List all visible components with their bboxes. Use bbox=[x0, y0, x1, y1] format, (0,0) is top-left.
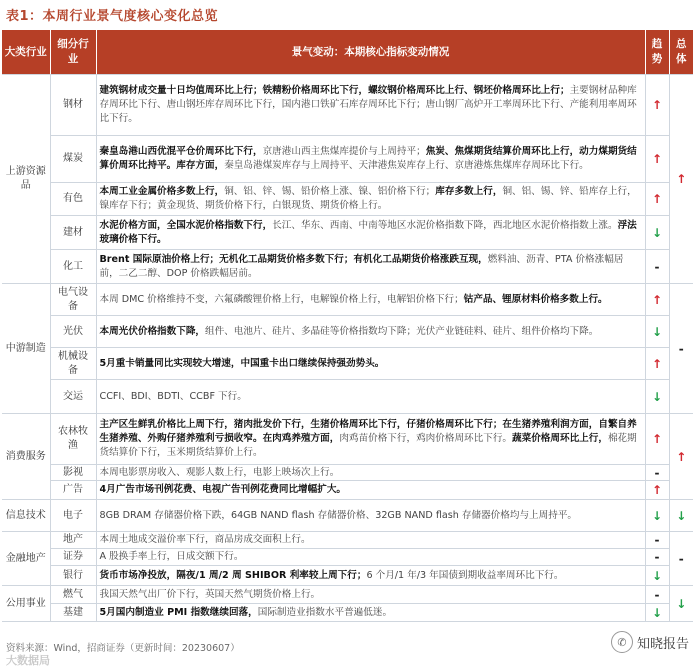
header-change: 景气变动：本期核心指标变动情况 bbox=[96, 30, 645, 75]
industry-transport: 交运 bbox=[50, 380, 96, 414]
overall-midstream: - bbox=[669, 284, 693, 414]
industry-pv: 光伏 bbox=[50, 316, 96, 348]
publisher-name: 知晓报告 bbox=[636, 636, 689, 652]
industry-electrical: 电气设备 bbox=[50, 284, 96, 316]
table-row bbox=[2, 250, 693, 284]
change-building: 水泥价格方面，全国水泥价格指数下行，长江、华东、西南、中南等地区水泥价格指数下降，西北地区水泥价格指数上涨。浮法玻璃价格下行。 bbox=[96, 216, 645, 250]
trend-chemical: - bbox=[645, 250, 669, 284]
change-infra: 5月国内制造业 PMI 指数继续回落，国际制造业指数水平普遍低迷。 bbox=[96, 604, 645, 622]
table-row bbox=[2, 586, 693, 604]
table-header bbox=[2, 30, 693, 75]
trend-banking: ↓ bbox=[645, 566, 669, 586]
change-securities: A 股换手率上行，日成交额下行。 bbox=[96, 549, 645, 566]
trend-building: ↓ bbox=[645, 216, 669, 250]
change-nonferrous: 本周工业金属价格多数上行，铜、铝、锌、锡、铅价格上涨、镍、铝价格下行；库存多数上行，铜、铝、锡、锌、铅库存上行，镍库存下行；黄金现货、期货价格下行，白银现货、期货价格上行。 bbox=[96, 183, 645, 216]
overall-finance: - bbox=[669, 532, 693, 586]
change-agri: 主产区生鲜乳价格比上周下行，猪肉批发价下行，生猪价格周环比下行，仔猪价格周环比下行；在生猪养殖利润方面，自繁自养生猪养殖、外购仔猪养殖利亏损收窄。在肉鸡养殖方面，肉鸡苗价格下行，鸡肉价格周环比下行。蔬菜价格周环比上行，棉花期货结算价下行，玉米期货结算价上行。 bbox=[96, 414, 645, 465]
change-ads: 4月广告市场刊例花费、电视广告刊例花费同比增幅扩大。 bbox=[96, 481, 645, 500]
industry-steel: 钢材 bbox=[50, 75, 96, 136]
change-transport: CCFI、BDI、BDTI、CCBF 下行。 bbox=[96, 380, 645, 414]
header-category: 大类行业 bbox=[2, 30, 50, 75]
industry-chemical: 化工 bbox=[50, 250, 96, 284]
overall-utility: ↓ bbox=[669, 586, 693, 622]
trend-transport: ↓ bbox=[645, 380, 669, 414]
change-coal: 秦皇岛港山西优混平仓价周环比下行，京唐港山西主焦煤库提价与上周持平；焦炭、焦煤期货结算价周环比上行，动力煤期货结算价周环比持平。库存方面，秦皇岛港煤炭库存与上周持平、天津港焦炭库存上行、京唐港炼焦煤库存周环比下行。 bbox=[96, 136, 645, 183]
wechat-icon: ✆ bbox=[611, 631, 633, 653]
table-row bbox=[2, 216, 693, 250]
table-row bbox=[2, 136, 693, 183]
group-utility: 公用事业 bbox=[2, 586, 50, 622]
source-note: 资料来源：Wind，招商证券（更新时间：20230607） bbox=[6, 643, 240, 654]
table-row bbox=[2, 500, 693, 532]
trend-pv: ↓ bbox=[645, 316, 669, 348]
industry-nonferrous: 有色 bbox=[50, 183, 96, 216]
header-trend: 趋势 bbox=[645, 30, 669, 75]
change-machinery: 5月重卡销量同比实现较大增速，中国重卡出口继续保持强劲势头。 bbox=[96, 348, 645, 380]
table-row bbox=[2, 183, 693, 216]
overall-it: ↓ bbox=[669, 500, 693, 532]
industry-banking: 银行 bbox=[50, 566, 96, 586]
industry-infra: 基建 bbox=[50, 604, 96, 622]
table-row bbox=[2, 380, 693, 414]
table-row bbox=[2, 549, 693, 566]
table-row bbox=[2, 348, 693, 380]
industry-gas: 燃气 bbox=[50, 586, 96, 604]
industry-realestate: 地产 bbox=[50, 532, 96, 549]
change-banking: 货币市场净投放，隔夜/1 周/2 周 SHIBOR 利率较上周下行；6 个月/1 年/3 年国债到期收益率周环比下行。 bbox=[96, 566, 645, 586]
change-realestate: 本周土地成交溢价率下行，商品房成交面积上行。 bbox=[96, 532, 645, 549]
table-title: 表1：本周行业景气度核心变化总览 bbox=[6, 9, 219, 24]
change-pv: 本周光伏价格指数下降，组件、电池片、硅片、多晶硅等价格指数均下降；光伏产业链硅料、硅片、组件价格均下降。 bbox=[96, 316, 645, 348]
table-row bbox=[2, 284, 693, 316]
group-consumer: 消费服务 bbox=[2, 414, 50, 500]
table-row bbox=[2, 316, 693, 348]
industry-ads: 广告 bbox=[50, 481, 96, 500]
group-upstream: 上游资源品 bbox=[2, 75, 50, 284]
table-row bbox=[2, 481, 693, 500]
header-overall: 总体 bbox=[669, 30, 693, 75]
table-row bbox=[2, 414, 693, 465]
group-it: 信息技术 bbox=[2, 500, 50, 532]
trend-infra: ↓ bbox=[645, 604, 669, 622]
trend-securities: - bbox=[645, 549, 669, 566]
table-row bbox=[2, 566, 693, 586]
industry-coal: 煤炭 bbox=[50, 136, 96, 183]
publisher-logo bbox=[611, 631, 689, 653]
trend-electrical: ↑ bbox=[645, 284, 669, 316]
trend-steel: ↑ bbox=[645, 75, 669, 136]
trend-realestate: - bbox=[645, 532, 669, 549]
change-chemical: Brent 国际原油价格上行；无机化工品期货价格多数下行；有机化工品期货价格涨跌互现，燃料油、沥青、PTA 价格涨幅居前，二乙二醇、DOP 价格跌幅居前。 bbox=[96, 250, 645, 284]
change-media: 本周电影票房收入、观影人数上行，电影上映场次上行。 bbox=[96, 465, 645, 481]
industry-overview-table bbox=[2, 30, 693, 622]
group-midstream: 中游制造 bbox=[2, 284, 50, 414]
industry-machinery: 机械设备 bbox=[50, 348, 96, 380]
overall-upstream: ↑ bbox=[669, 75, 693, 284]
change-steel: 建筑钢材成交量十日均值周环比上行；铁精粉价格周环比下行，螺纹钢价格周环比上行、钢坯价格周环比上行；主要钢材品种库存周环比下行、唐山钢坯库存周环比下行，国内港口铁矿石库存周环比下行；唐山钢厂高炉开工率周环比下行、产能利用率周环比下行。 bbox=[96, 75, 645, 136]
overall-consumer: ↑ bbox=[669, 414, 693, 500]
table-row bbox=[2, 75, 693, 136]
trend-ads: ↑ bbox=[645, 481, 669, 500]
industry-electronics: 电子 bbox=[50, 500, 96, 532]
header-subindustry: 细分行业 bbox=[50, 30, 96, 75]
industry-agri: 农林牧渔 bbox=[50, 414, 96, 465]
industry-securities: 证券 bbox=[50, 549, 96, 566]
change-gas: 我国天然气出厂价下行，英国天然气期货价格上行。 bbox=[96, 586, 645, 604]
table-row bbox=[2, 604, 693, 622]
trend-coal: ↑ bbox=[645, 136, 669, 183]
table-row bbox=[2, 465, 693, 481]
industry-media: 影视 bbox=[50, 465, 96, 481]
trend-gas: - bbox=[645, 586, 669, 604]
trend-electronics: ↓ bbox=[645, 500, 669, 532]
trend-agri: ↑ bbox=[645, 414, 669, 465]
change-electrical: 本周 DMC 价格维持不变，六氟磷酸锂价格上行，电解镍价格上行，电解铝价格下行；钴产品、锂原材料价格多数上行。 bbox=[96, 284, 645, 316]
trend-nonferrous: ↑ bbox=[645, 183, 669, 216]
group-finance: 金融地产 bbox=[2, 532, 50, 586]
table-row bbox=[2, 532, 693, 549]
trend-media: - bbox=[645, 465, 669, 481]
watermark: 大数据局 bbox=[6, 654, 50, 667]
trend-machinery: ↑ bbox=[645, 348, 669, 380]
industry-building: 建材 bbox=[50, 216, 96, 250]
change-electronics: 8GB DRAM 存储器价格下跌，64GB NAND flash 存储器价格、32GB NAND flash 存储器价格均与上周持平。 bbox=[96, 500, 645, 532]
